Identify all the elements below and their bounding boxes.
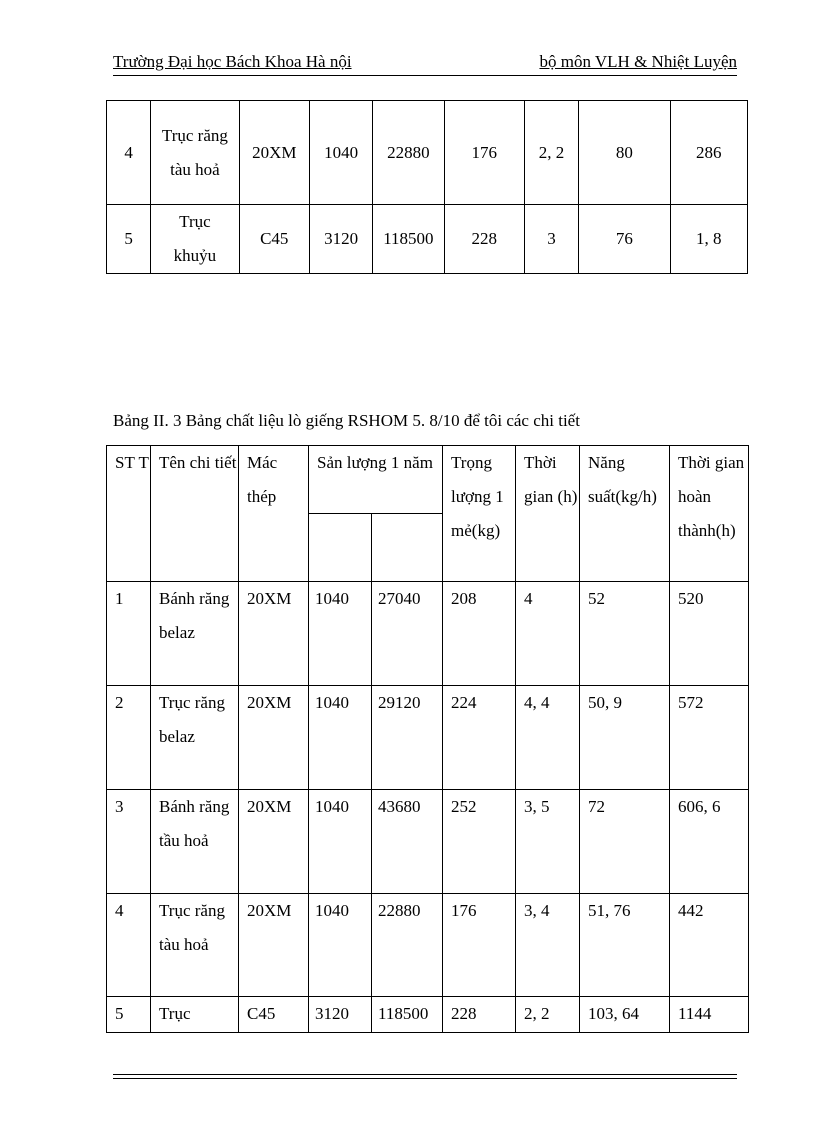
cell-steel: 20XM (239, 101, 309, 205)
cell-time: 3, 5 (516, 790, 580, 894)
table-row (107, 582, 749, 686)
university-name: Trường Đại học Bách Khoa Hà nội (113, 52, 352, 71)
cell-completion: 286 (670, 101, 747, 205)
cell-steel: C45 (239, 205, 309, 274)
table-caption: Bảng II. 3 Bảng chất liệu lò giếng RSHOM 5. 8/10 để tôi các chi tiết (113, 411, 580, 430)
cell-output-a: 1040 (309, 101, 372, 205)
cell-completion: 572 (670, 686, 749, 790)
footer-rule-bottom (113, 1078, 737, 1079)
header-row (107, 446, 749, 514)
cell-time: 3, 4 (516, 894, 580, 997)
cell-weight: 176 (444, 101, 524, 205)
header-time: Thời gian (h) (516, 446, 580, 582)
cell-time: 2, 2 (524, 101, 578, 205)
cell-output-b: 29120 (372, 686, 443, 790)
header-weight: Trọng lượng 1 mẻ(kg) (443, 446, 516, 582)
cell-stt: 2 (107, 686, 151, 790)
table-row (107, 686, 749, 790)
cell-steel: 20XM (239, 894, 309, 997)
cell-stt: 4 (107, 894, 151, 997)
cell-output-a: 1040 (309, 686, 372, 790)
table-row (107, 997, 749, 1033)
cell-output-b: 118500 (372, 997, 443, 1033)
cell-steel: 20XM (239, 582, 309, 686)
continued-table (106, 100, 748, 274)
cell-name: Trục răng belaz (151, 686, 239, 790)
cell-name: Trục (151, 997, 239, 1033)
cell-output-a: 3120 (309, 205, 372, 274)
cell-output-b: 22880 (372, 894, 443, 997)
header-capacity: Năng suất(kg/h) (580, 446, 670, 582)
page-header (113, 52, 737, 76)
cell-capacity: 80 (579, 101, 670, 205)
header-rule (113, 75, 737, 76)
cell-time: 3 (524, 205, 578, 274)
cell-weight: 228 (444, 205, 524, 274)
cell-output-a: 1040 (309, 790, 372, 894)
cell-name: Bánh răng belaz (151, 582, 239, 686)
header-output: Sản lượng 1 năm (309, 446, 443, 514)
table-row (107, 790, 749, 894)
cell-output-a: 3120 (309, 997, 372, 1033)
cell-stt: 5 (107, 205, 151, 274)
cell-completion: 1, 8 (670, 205, 747, 274)
table-row (107, 205, 748, 274)
table-row (107, 101, 748, 205)
cell-name: Trục khuỷu (151, 205, 239, 274)
cell-stt: 1 (107, 582, 151, 686)
cell-weight: 228 (443, 997, 516, 1033)
cell-completion: 520 (670, 582, 749, 686)
cell-stt: 4 (107, 101, 151, 205)
cell-name: Trục răng tàu hoả (151, 101, 239, 205)
cell-time: 4, 4 (516, 686, 580, 790)
cell-stt: 3 (107, 790, 151, 894)
cell-steel: 20XM (239, 790, 309, 894)
cell-stt: 5 (107, 997, 151, 1033)
cell-weight: 208 (443, 582, 516, 686)
cell-output-a: 1040 (309, 582, 372, 686)
header-stt: ST T (107, 446, 151, 582)
cell-capacity: 103, 64 (580, 997, 670, 1033)
cell-capacity: 72 (580, 790, 670, 894)
department-name: bộ môn VLH & Nhiệt Luyện (539, 52, 737, 71)
footer-rule-top (113, 1074, 737, 1075)
cell-steel: 20XM (239, 686, 309, 790)
cell-output-b: 22880 (373, 101, 444, 205)
cell-steel: C45 (239, 997, 309, 1033)
header-output-sub-a (309, 514, 372, 582)
cell-name: Trục răng tàu hoả (151, 894, 239, 997)
cell-time: 4 (516, 582, 580, 686)
cell-capacity: 52 (580, 582, 670, 686)
cell-output-b: 43680 (372, 790, 443, 894)
cell-capacity: 50, 9 (580, 686, 670, 790)
cell-completion: 1144 (670, 997, 749, 1033)
table-row (107, 894, 749, 997)
header-completion: Thời gian hoàn thành(h) (670, 446, 749, 582)
furnace-table (106, 445, 749, 1033)
header-name: Tên chi tiết (151, 446, 239, 582)
cell-weight: 224 (443, 686, 516, 790)
cell-time: 2, 2 (516, 997, 580, 1033)
header-steel: Mác thép (239, 446, 309, 582)
cell-completion: 606, 6 (670, 790, 749, 894)
cell-completion: 442 (670, 894, 749, 997)
cell-output-b: 27040 (372, 582, 443, 686)
cell-output-a: 1040 (309, 894, 372, 997)
cell-weight: 176 (443, 894, 516, 997)
cell-weight: 252 (443, 790, 516, 894)
cell-output-b: 118500 (373, 205, 444, 274)
cell-capacity: 76 (579, 205, 670, 274)
header-output-sub-b (372, 514, 443, 582)
cell-capacity: 51, 76 (580, 894, 670, 997)
cell-name: Bánh răng tầu hoả (151, 790, 239, 894)
